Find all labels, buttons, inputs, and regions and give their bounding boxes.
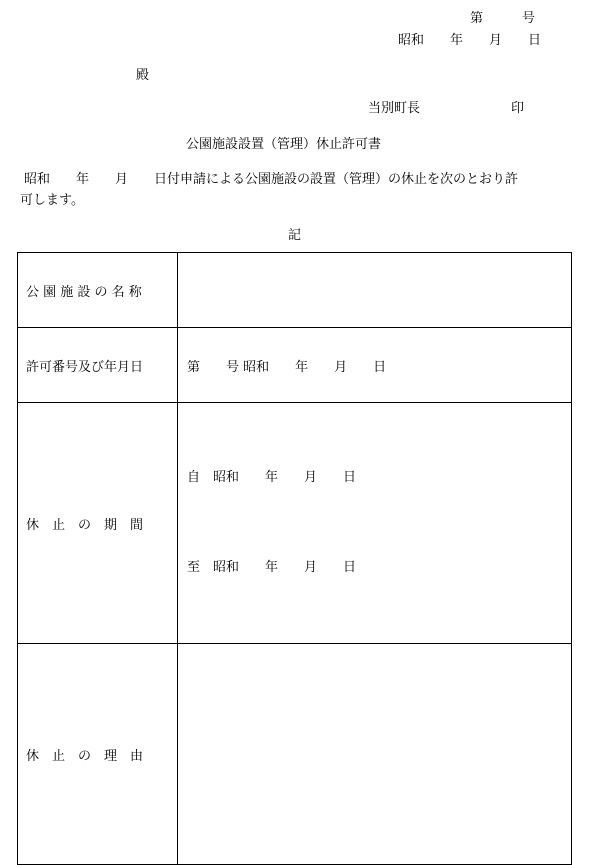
period-to: 至 昭和 年 月 日 bbox=[187, 560, 357, 575]
permit-number-value: 第 号 昭和 年 月 日 bbox=[178, 328, 572, 403]
permit-details-table bbox=[17, 252, 572, 865]
document-title: 公園施設設置（管理）休止許可書 bbox=[186, 137, 382, 152]
period-from: 自 昭和 年 月 日 bbox=[187, 470, 357, 485]
addressee: 殿 bbox=[136, 68, 150, 83]
body-text-line-2: 可します。 bbox=[20, 193, 84, 208]
table-row-facility-name bbox=[18, 253, 572, 328]
suspension-period-value bbox=[178, 403, 572, 644]
document-date: 昭和 年 月 日 bbox=[398, 33, 542, 48]
ki-heading: 記 bbox=[288, 228, 302, 243]
table-row-suspension-reason bbox=[18, 644, 572, 865]
table-row-permit-number bbox=[18, 328, 572, 403]
document-number: 第 号 bbox=[470, 11, 536, 26]
permit-number-label: 許可番号及び年月日 bbox=[18, 328, 178, 403]
body-text-line-1: 昭和 年 月 日付申請による公園施設の設置（管理）の休止を次のとおり許 bbox=[24, 172, 519, 187]
suspension-reason-label: 休 止 の 理 由 bbox=[18, 644, 178, 865]
suspension-reason-value bbox=[178, 644, 572, 865]
table-row-suspension-period bbox=[18, 403, 572, 644]
facility-name-value bbox=[178, 253, 572, 328]
issuer-signature: 当別町長 印 bbox=[368, 101, 525, 116]
facility-name-label: 公 園 施 設 の 名 称 bbox=[18, 253, 178, 328]
suspension-period-label: 休 止 の 期 間 bbox=[18, 403, 178, 644]
